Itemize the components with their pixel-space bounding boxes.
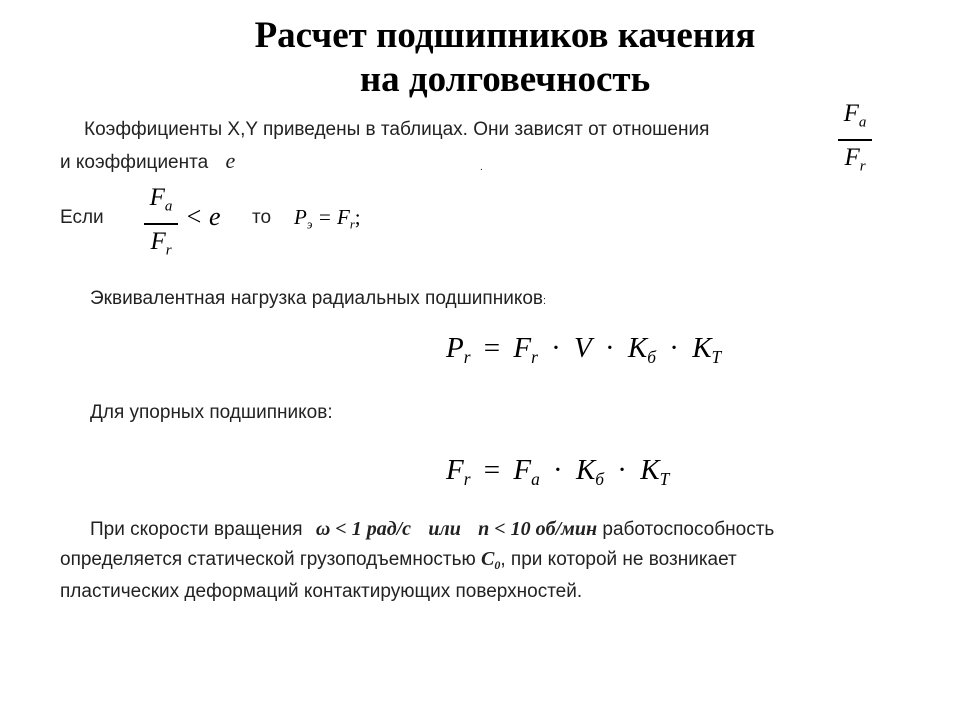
condition-if-label: Если	[60, 207, 104, 228]
static-line-1: При скорости вращения ω < 1 рад/с или n < 10 об/мин работоспособность	[90, 518, 775, 540]
radial-label: Эквивалентная нагрузка радиальных подшипников:	[90, 288, 547, 309]
title-line-2: на долговечность	[359, 59, 651, 100]
page-title	[0, 14, 960, 102]
condition-result: $P_э = F_r$;	[294, 205, 361, 232]
radial-formula: $P_r = F_r \cdot V \cdot K_б \cdot K_T$	[446, 332, 722, 368]
ratio-fa-fr-top: $\frac{F_a}{F_r}$	[838, 100, 872, 180]
condition-then-label: то	[252, 207, 272, 228]
stray-dot: .	[480, 162, 483, 173]
condition-less-than-e: < e	[185, 202, 221, 231]
coeff-line-1: Коэффициенты X,Y приведены в таблицах. Они зависят от отношения	[84, 119, 710, 140]
static-line-2: определяется статической грузоподъемностью $C_0$, при которой не возникает	[60, 548, 737, 573]
c0-symbol: $C_0$	[481, 548, 501, 573]
thrust-label: Для упорных подшипников:	[90, 402, 333, 423]
coeff-e-var: e	[225, 148, 236, 173]
thrust-formula: $F_r = F_a \cdot K_б \cdot K_T$	[446, 454, 670, 490]
title-line-1: Расчет подшипников качения	[254, 15, 756, 56]
coeff-line-2-text: и коэффициента	[60, 152, 209, 173]
coeff-line-2	[60, 148, 235, 174]
condition-ratio: $\frac{F_a}{F_r}$	[144, 184, 178, 264]
static-line-3: пластических деформаций контактирующих поверхностей.	[60, 581, 583, 602]
